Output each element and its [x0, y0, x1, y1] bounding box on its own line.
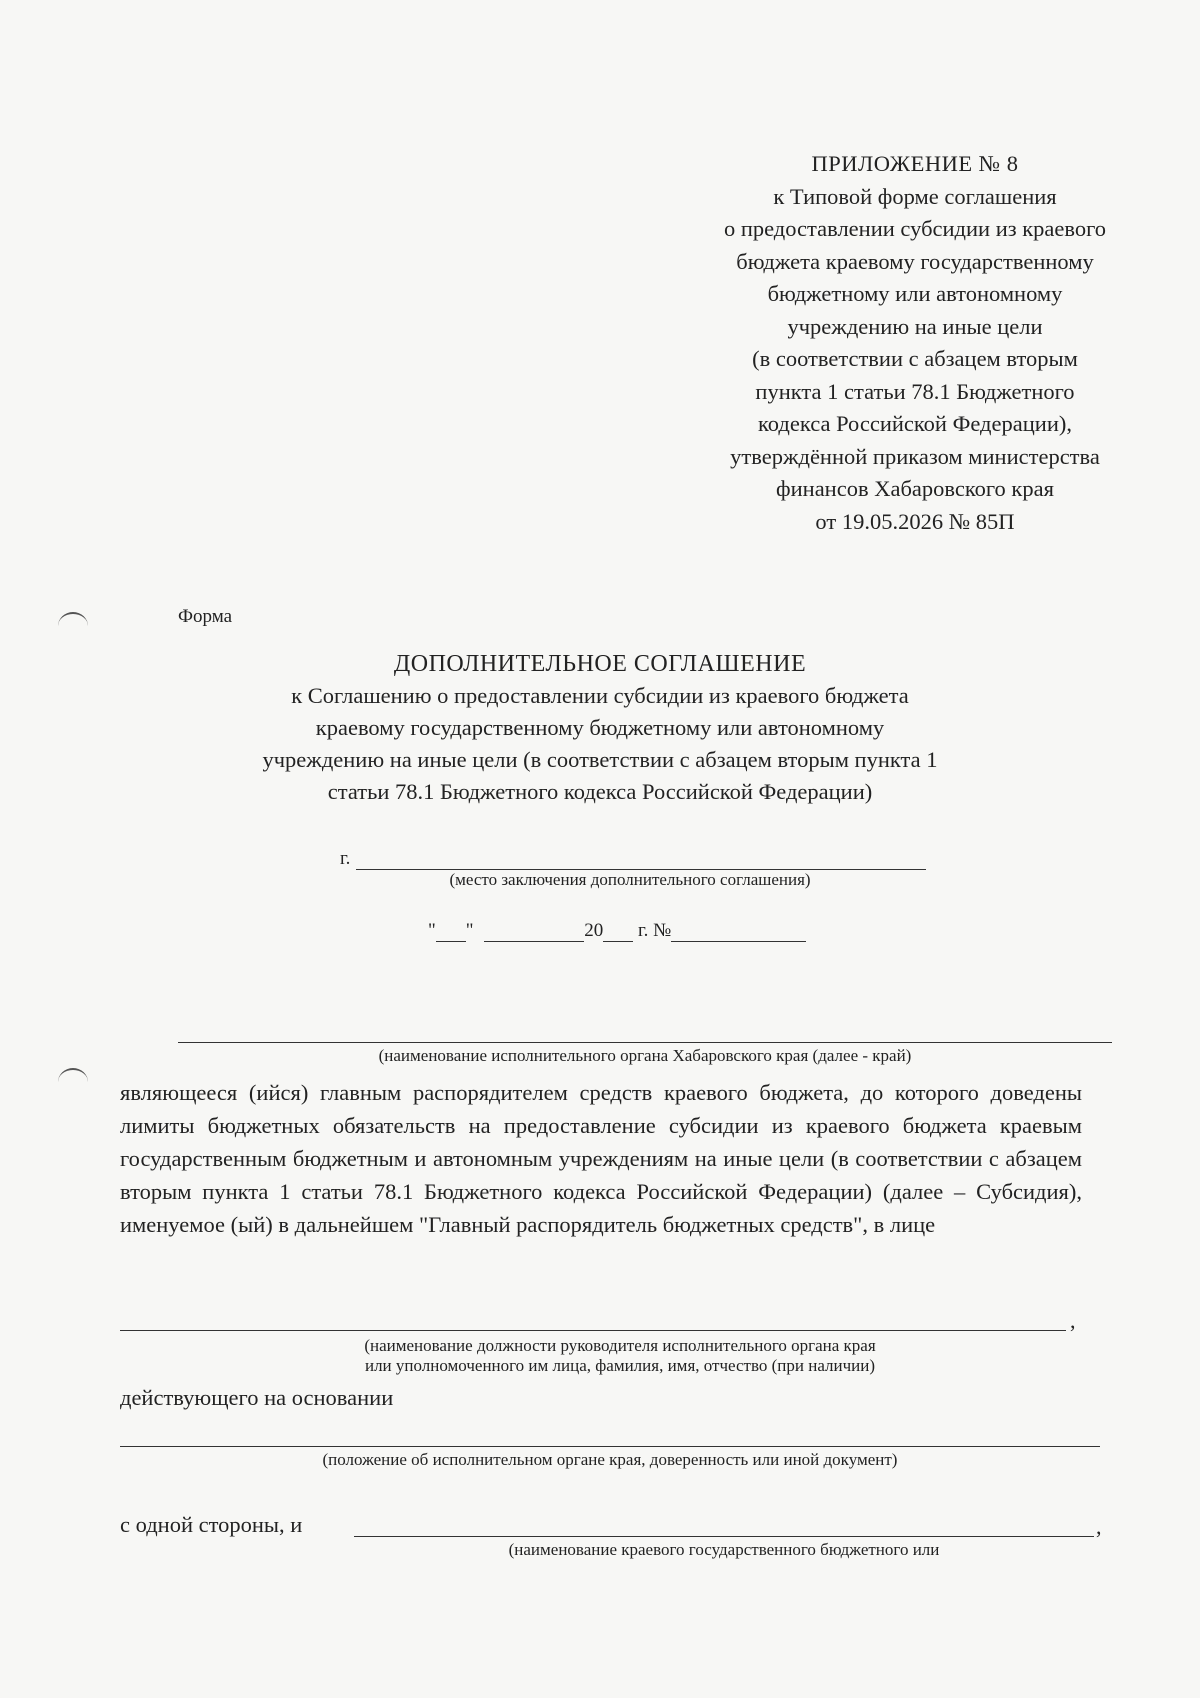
institution-blank-line	[354, 1536, 1094, 1537]
appendix-date: от 19.05.2026 № 85П	[815, 508, 1015, 534]
institution-caption: (наименование краевого государственного бюджетного или	[508, 1540, 940, 1559]
one-side-text: с одной стороны, и	[120, 1512, 303, 1537]
place-prefix: г.	[340, 848, 351, 869]
date-quote-close: "	[465, 920, 474, 941]
place-field	[340, 848, 926, 870]
date-number-field	[428, 920, 806, 942]
comma: ,	[1096, 1514, 1102, 1539]
appendix-title: ПРИЛОЖЕНИЕ № 8	[811, 151, 1019, 176]
form-label: Форма	[178, 606, 233, 627]
agreement-subtitle-line: к Соглашению о предоставлении субсидии из краевого бюджета	[291, 683, 909, 708]
basis-blank-line	[120, 1446, 1100, 1447]
agreement-subtitle-line: учреждению на иные цели (в соответствии с абзацем вторым пункта 1	[262, 747, 938, 772]
day-blank	[436, 941, 466, 942]
appendix-line: бюджета краевому государственному	[736, 248, 1094, 274]
agreement-title-block	[190, 648, 1010, 808]
position-caption-line: (наименование должности руководителя исполнительного органа края	[364, 1336, 876, 1355]
date-quote-open: "	[428, 920, 436, 941]
binder-hole-mark	[58, 612, 88, 640]
appendix-line: кодекса Российской Федерации),	[758, 411, 1072, 436]
month-blank	[484, 941, 584, 942]
year-prefix: 20	[584, 920, 604, 941]
position-caption-line: или уполномоченного им лица, фамилия, имя, отчество (при наличии)	[364, 1356, 876, 1375]
position-blank-line	[120, 1330, 1066, 1331]
appendix-line: пункта 1 статьи 78.1 Бюджетного	[755, 378, 1075, 404]
appendix-line: учреждению на иные цели	[787, 313, 1043, 339]
agreement-title: ДОПОЛНИТЕЛЬНОЕ СОГЛАШЕНИЕ	[393, 651, 807, 677]
acting-basis-text: действующего на основании	[120, 1385, 394, 1410]
appendix-header	[660, 148, 1170, 538]
number-blank	[671, 941, 806, 942]
number-prefix: г. №	[638, 920, 672, 941]
binder-hole-mark	[58, 1068, 88, 1096]
organ-blank-line	[178, 1042, 1112, 1043]
appendix-line: о предоставлении субсидии из краевого	[723, 216, 1107, 241]
position-caption	[190, 1336, 1050, 1376]
comma: ,	[1070, 1308, 1076, 1333]
body-paragraph: являющееся (ийся) главным распорядителем средств краевого бюджета, до которого доведены лимиты бюджетных обязательств на предоставление субсидии из краевого бюджета краевым государственным бюджетным и автономным учреждениям на иные цели (в соответствии с абзацем вторым пункта 1 статьи 78.1 Бюджетного кодекса Российской Федерации) (далее – Субсидия), именуемое (ый) в дальнейшем "Главный распорядитель бюджетных средств", в лице	[120, 1080, 1082, 1237]
place-caption: (место заключения дополнительного соглашения)	[449, 870, 811, 889]
organ-caption: (наименование исполнительного органа Хабаровского края (далее - край)	[378, 1046, 912, 1065]
year-blank	[603, 941, 633, 942]
appendix-line: финансов Хабаровского края	[776, 476, 1054, 501]
appendix-line: утверждённой приказом министерства	[730, 443, 1100, 469]
basis-caption: (положение об исполнительном органе края, доверенность или иной документ)	[322, 1450, 898, 1469]
agreement-subtitle-line: краевому государственному бюджетному или автономному	[315, 715, 885, 740]
appendix-line: (в соответствии с абзацем вторым	[752, 346, 1078, 371]
agreement-subtitle-line: статьи 78.1 Бюджетного кодекса Российской Федерации)	[327, 779, 873, 804]
appendix-line: к Типовой форме соглашения	[773, 183, 1057, 209]
appendix-line: бюджетному или автономному	[767, 281, 1063, 306]
